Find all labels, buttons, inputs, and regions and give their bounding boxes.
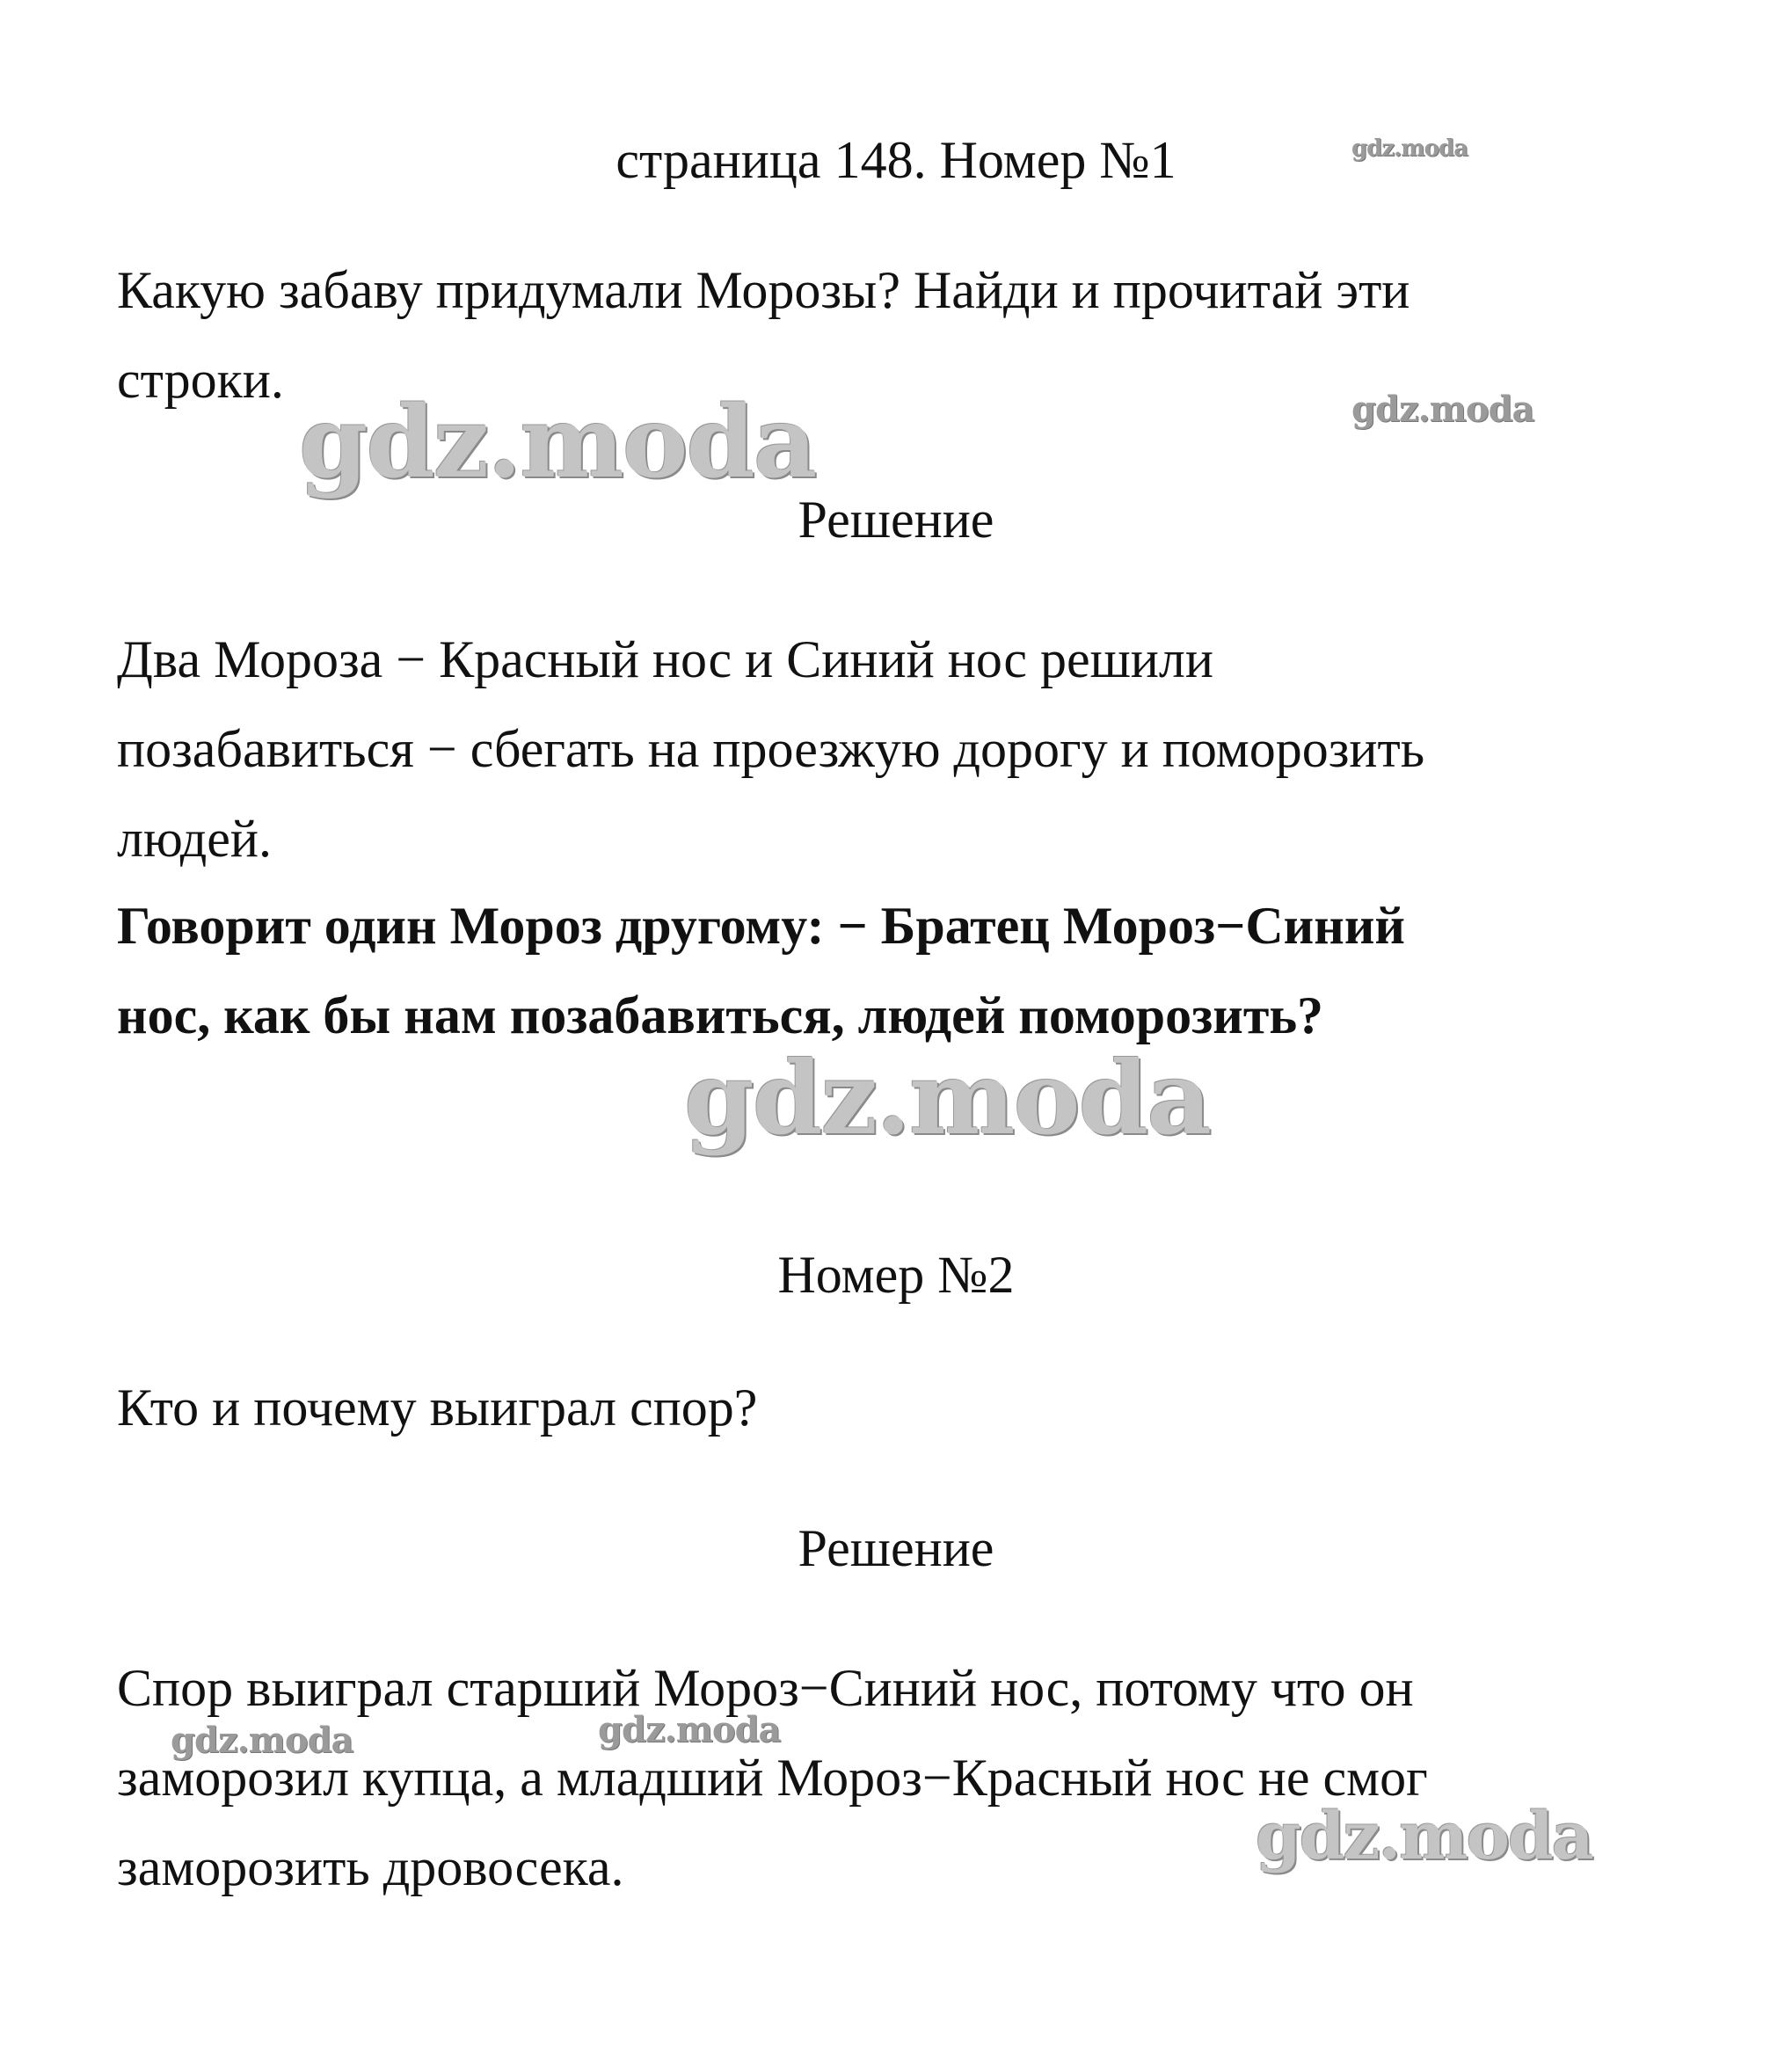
task2-answer-line-2: заморозил купца, а младший Мороз−Красный нос не смог [117,1749,1428,1807]
task2-answer-line-1: Спор выиграл старший Мороз−Синий нос, потому что он [117,1659,1414,1717]
task2-answer-line-3: заморозить дровосека. [117,1838,624,1896]
task1-quote-line-2: нос, как бы нам позабавиться, людей поморозить? [117,986,1324,1044]
watermark-logo: gdz.moda [598,1709,781,1750]
watermark-logo: gdz.moda [1351,135,1468,162]
watermark-logo: gdz.moda [171,1720,353,1761]
watermark-logo: gdz.moda [1256,1799,1592,1874]
task2-title: Номер №2 [777,1246,1015,1304]
task1-answer-line-2: позабавиться − сбегать на проезжую дорогу и поморозить [117,720,1425,778]
watermark-logo: gdz.moda [299,385,816,500]
task1-question-line-1: Какую забаву придумали Морозы? Найди и прочитай эти [117,261,1410,319]
watermark-logo: gdz.moda [684,1039,1211,1157]
page-title: страница 148. Номер №1 [616,131,1176,189]
watermark-logo: gdz.moda [1351,389,1534,430]
task1-question-line-2: строки. [117,351,284,409]
task2-solution-label: Решение [798,1519,994,1577]
task1-solution-label: Решение [798,491,994,549]
task1-answer-line-3: людей. [117,810,272,868]
task1-answer-line-1: Два Мороза − Красный нос и Синий нос решили [117,630,1213,688]
task1-quote-line-1: Говорит один Мороз другому: − Братец Мороз−Синий [117,897,1405,955]
task2-question: Кто и почему выиграл спор? [117,1379,758,1437]
